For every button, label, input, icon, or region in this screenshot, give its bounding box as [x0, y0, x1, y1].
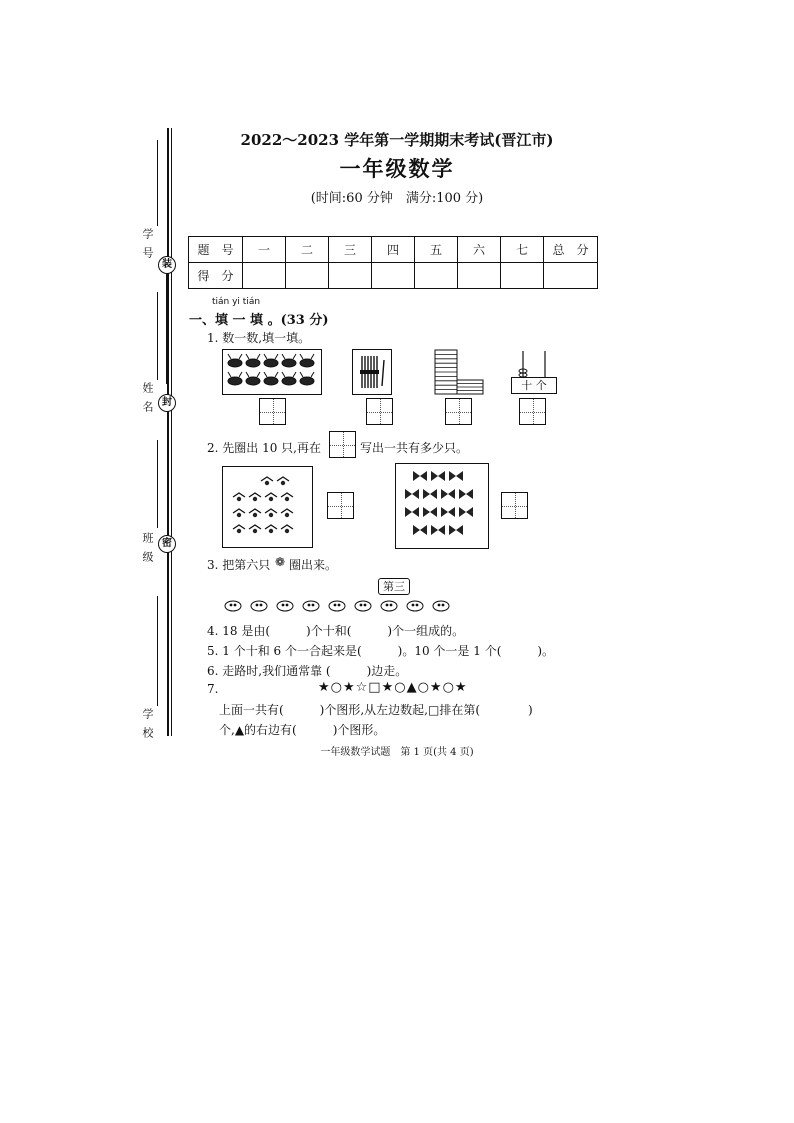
answer-grid-1[interactable]	[259, 398, 286, 425]
score-cell[interactable]	[501, 263, 544, 289]
score-cell[interactable]	[544, 263, 598, 289]
binding-margin-line-inner	[171, 128, 172, 736]
question-3-part2: 圈出来。	[289, 558, 338, 572]
blocks-picture	[434, 349, 484, 399]
table-cell: 五	[415, 237, 458, 263]
seal-zhuang: 装	[158, 256, 176, 274]
answer-grid-butterflies[interactable]	[501, 492, 528, 519]
answer-grid-3[interactable]	[445, 398, 472, 425]
score-table	[188, 236, 598, 289]
abacus-label-box	[511, 377, 557, 394]
section-title: 一、填 一 填 。(33 分)	[189, 313, 329, 328]
section-pinyin: tián yi tián	[212, 297, 261, 307]
score-cell[interactable]	[458, 263, 501, 289]
score-table-score-row	[189, 263, 598, 289]
table-cell: 二	[286, 237, 329, 263]
butterfly-icon-group	[396, 464, 488, 548]
creature-icon-row	[222, 596, 464, 614]
question-7-line1: 上面一共有( )个图形,从左边数起,□排在第( )	[219, 703, 533, 717]
page-footer: 一年级数学试题 第 1 页(共 4 页)	[320, 747, 474, 758]
table-cell: 一	[243, 237, 286, 263]
question-2-inline-grid	[329, 431, 356, 458]
name-label: 姓名	[141, 382, 154, 420]
question-6: 6. 走路时,我们通常靠 ( )边走。	[207, 664, 408, 678]
class-blank-line	[157, 440, 158, 528]
question-7-symbols: ★○★☆□★○▲○★○★	[318, 680, 468, 695]
student-id-label: 学号	[141, 228, 154, 266]
question-4: 4. 18 是由( )个十和( )个一组成的。	[207, 624, 465, 638]
sticks-picture	[352, 349, 392, 395]
callout-third	[378, 578, 410, 595]
exam-info: (时间:60 分钟 满分:100 分)	[310, 191, 484, 206]
abacus-label: 十 个	[521, 379, 547, 392]
table-cell: 得 分	[189, 263, 243, 289]
question-2-part1: 2. 先圈出 10 只,再在	[207, 441, 321, 455]
margin-dash	[166, 274, 167, 384]
butterflies-picture	[395, 463, 489, 549]
binding-margin-line	[167, 128, 169, 736]
school-blank-line	[157, 596, 158, 706]
answer-grid-4[interactable]	[519, 398, 546, 425]
score-cell[interactable]	[372, 263, 415, 289]
bird-icon-group	[223, 467, 312, 547]
exam-title: 2022～2023 学年第一学期期末考试(晋江市)	[240, 131, 554, 149]
question-1: 1. 数一数,填一填。	[207, 331, 311, 345]
score-table-header-row	[189, 237, 598, 263]
seal-mi: 密	[158, 535, 176, 553]
question-7-number: 7.	[207, 682, 219, 696]
stick-bundle-icon	[353, 350, 391, 394]
table-cell: 六	[458, 237, 501, 263]
score-cell[interactable]	[243, 263, 286, 289]
question-2-part2: 写出一共有多少只。	[360, 441, 469, 455]
table-cell: 题 号	[189, 237, 243, 263]
creature-row	[222, 596, 464, 618]
table-cell: 总 分	[544, 237, 598, 263]
question-3-part1: 3. 把第六只	[207, 558, 271, 572]
bee-icon-group	[223, 350, 321, 394]
score-cell[interactable]	[286, 263, 329, 289]
question-7-line2: 个,▲的右边有( )个图形。	[219, 723, 386, 737]
ten-blocks-icon	[434, 349, 484, 395]
question-5: 5. 1 个十和 6 个一合起来是( )。10 个一是 1 个( )。	[207, 644, 555, 658]
subject-title: 一年级数学	[339, 156, 455, 181]
answer-grid-2[interactable]	[366, 398, 393, 425]
school-label: 学校	[141, 708, 154, 746]
table-cell: 七	[501, 237, 544, 263]
bees-picture	[222, 349, 322, 395]
table-cell: 四	[372, 237, 415, 263]
seal-feng: 封	[158, 394, 176, 412]
callout-third-label: 第三	[383, 580, 405, 593]
name-blank-line	[157, 292, 158, 380]
table-cell: 三	[329, 237, 372, 263]
score-cell[interactable]	[329, 263, 372, 289]
score-cell[interactable]	[415, 263, 458, 289]
small-creature-icon: ❁	[275, 555, 286, 569]
birds-picture	[222, 466, 313, 548]
class-label: 班级	[141, 532, 154, 570]
answer-grid-birds[interactable]	[327, 492, 354, 519]
